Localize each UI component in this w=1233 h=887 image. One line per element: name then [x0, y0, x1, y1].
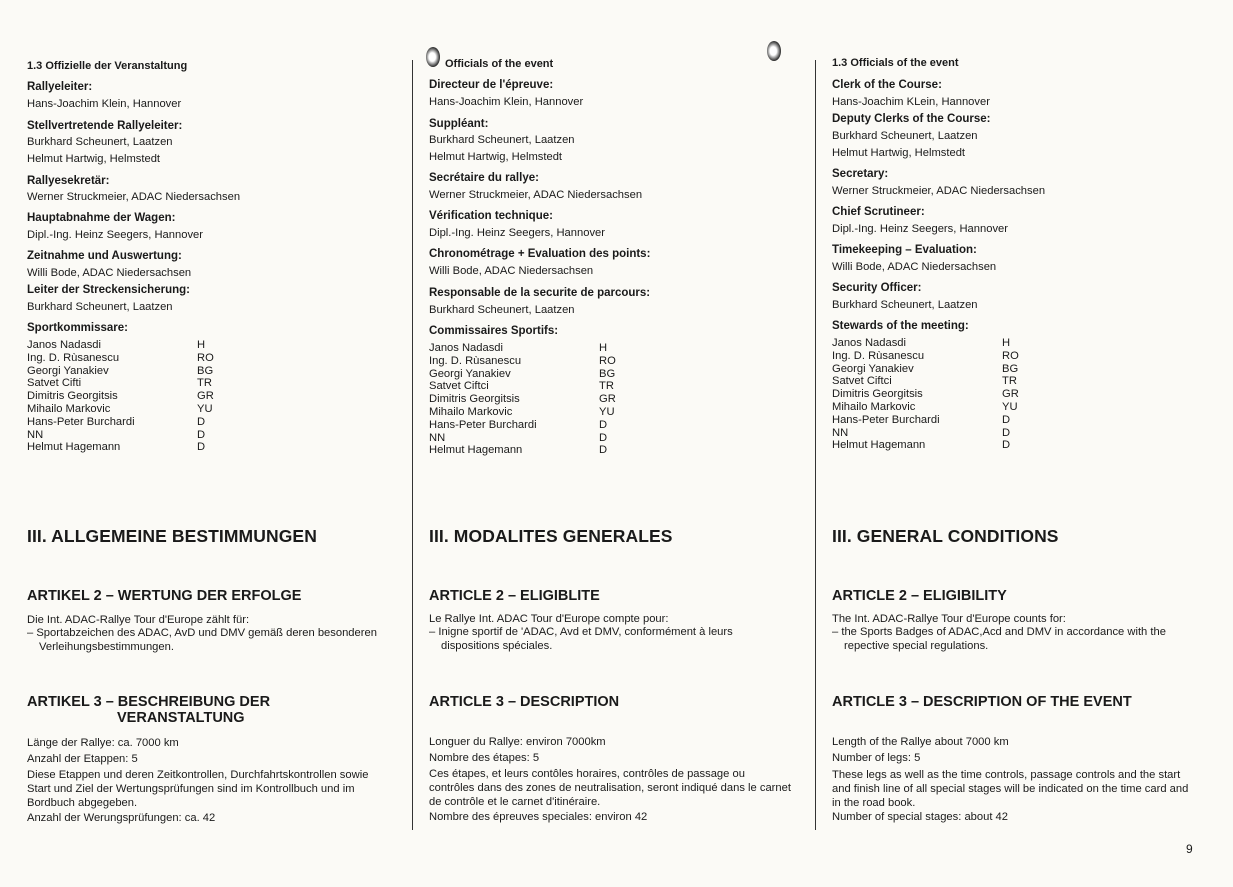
steward-name: NN [27, 428, 44, 441]
main-heading: III. MODALITES GENERALES [429, 526, 673, 546]
zeit-value: Willi Bode, ADAC Niedersachsen [27, 267, 192, 279]
steward-country: TR [197, 377, 212, 390]
article-2-bullet [27, 626, 387, 654]
steward-name: Dimitris Georgitsis [27, 390, 118, 403]
rallyeleiter-value: Hans-Joachim Klein, Hannover [27, 98, 182, 110]
steward-name: Dimitris Georgitsis [832, 388, 923, 401]
punch-hole-left [426, 47, 440, 67]
strecke-label: Leiter der Streckensicherung: [27, 284, 190, 296]
list-item [27, 339, 227, 352]
sport-label: Sportkommissare: [27, 322, 128, 334]
steward-country: YU [599, 405, 615, 418]
list-item [27, 403, 227, 416]
steward-name: Mihailo Markovic [27, 402, 111, 415]
list-item [832, 350, 1032, 363]
steward-country: H [599, 342, 608, 354]
steward-country: RO [599, 354, 616, 367]
stewards-list [429, 342, 629, 457]
abnahme-label: Hauptabnahme der Wagen: [27, 212, 176, 224]
length-text: Länge der Rallye: ca. 7000 km [27, 737, 179, 749]
column-divider-left [412, 60, 413, 830]
directeur-value: Hans-Joachim Klein, Hannover [429, 96, 584, 108]
legs-text: Nombre des étapes: 5 [429, 752, 540, 764]
comm-label: Commissaires Sportifs: [429, 325, 559, 337]
steward-country: D [197, 415, 206, 428]
stages-text: Nombre des épreuves speciales: environ 42 [429, 811, 648, 823]
column-divider-right [815, 60, 816, 830]
steward-country: BG [599, 367, 616, 380]
steward-name: Ing. D. Rùsanescu [27, 351, 120, 364]
secu-value: Burkhard Scheunert, Laatzen [429, 304, 575, 316]
list-item [429, 444, 629, 457]
description-text: Ces étapes, et leurs contôles horaires, contrôles de passage ou contrôles dans des zones de neutralisation, seront indiqué dans le carnet de contrôle et le carnet d'itinéraire. [429, 768, 791, 808]
length-text: Length of the Rallye about 7000 km [832, 736, 1009, 748]
section-title: Officials of the event [445, 58, 554, 70]
list-item [27, 352, 227, 365]
stellv-value-1: Burkhard Scheunert, Laatzen [27, 136, 173, 148]
stellv-value-2: Helmut Hartwig, Helmstedt [27, 153, 161, 165]
article-3-heading: ARTICLE 3 – DESCRIPTION OF THE EVENT [832, 694, 1132, 710]
steward-country: TR [1002, 375, 1017, 388]
steward-name: Satvet Ciftci [832, 375, 892, 388]
steward-name: Satvet Cifti [27, 377, 82, 390]
steward-country: D [599, 444, 608, 457]
list-item [429, 432, 629, 445]
article-2-text: The Int. ADAC-Rallye Tour d'Europe counts for: [832, 613, 1066, 625]
list-item [832, 337, 1032, 350]
steward-name: Hans-Peter Burchardi [27, 415, 135, 428]
steward-name: Helmut Hagemann [27, 441, 121, 454]
steward-name: Mihailo Markovic [832, 400, 916, 413]
article-3-heading-line2: VERANSTALTUNG [117, 710, 245, 726]
suppleant-value-1: Burkhard Scheunert, Laatzen [429, 134, 575, 146]
list-item [832, 427, 1032, 440]
list-item [429, 342, 629, 355]
description-text: Diese Etappen und deren Zeitkontrollen, Durchfahrtskontrollen sowie Start und Ziel der Wertungsprüfungen sind im Kontrollbuch und im Bordbuch abgegeben. [27, 769, 369, 809]
steward-name: Janos Nadasdi [27, 339, 102, 351]
list-item [832, 375, 1032, 388]
list-item [429, 406, 629, 419]
section-title: 1.3 Officials of the event [832, 57, 959, 69]
steward-country: D [1002, 426, 1011, 439]
timing-value: Willi Bode, ADAC Niedersachsen [832, 261, 997, 273]
scrutineer-value: Dipl.-Ing. Heinz Seegers, Hannover [832, 223, 1008, 235]
steward-name: Janos Nadasdi [832, 337, 907, 349]
steward-name: Helmut Hagemann [429, 444, 523, 457]
article-2-bullet-text: – the Sports Badges of ADAC,Acd and DMV in accordance with the repective special regulations. [832, 626, 1166, 652]
article-2-bullet [429, 625, 789, 653]
steward-country: YU [197, 402, 213, 415]
verif-value: Dipl.-Ing. Heinz Seegers, Hannover [429, 227, 605, 239]
clerk-label: Clerk of the Course: [832, 79, 942, 91]
article-3-heading: ARTICLE 3 – DESCRIPTION [429, 694, 620, 710]
steward-country: H [1002, 337, 1011, 349]
steward-name: Georgi Yanakiev [832, 362, 914, 375]
article-2-heading: ARTICLE 2 – ELIGIBLITE [429, 588, 600, 604]
suppleant-label: Suppléant: [429, 118, 489, 130]
list-item [27, 441, 227, 454]
verif-label: Vérification technique: [429, 210, 553, 222]
article-2-heading: ARTICLE 2 – ELIGIBILITY [832, 588, 1007, 604]
legs-text: Anzahl der Etappen: 5 [27, 753, 138, 765]
steward-country: D [599, 431, 608, 444]
secretaire-label: Secrétaire du rallye: [429, 172, 539, 184]
steward-name: Ing. D. Rùsanescu [429, 354, 522, 367]
article-2-bullet [832, 625, 1197, 653]
steward-name: Dimitris Georgitsis [429, 393, 520, 406]
steward-name: NN [832, 426, 849, 439]
steward-name: Georgi Yanakiev [27, 364, 109, 377]
stellv-label: Stellvertretende Rallyeleiter: [27, 120, 183, 132]
list-item [832, 401, 1032, 414]
steward-country: TR [599, 380, 614, 393]
list-item [27, 416, 227, 429]
secretaire-value: Werner Struckmeier, ADAC Niedersachsen [429, 189, 643, 201]
list-item [27, 365, 227, 378]
zeit-label: Zeitnahme und Auswertung: [27, 250, 182, 262]
sekretaer-value: Werner Struckmeier, ADAC Niedersachsen [27, 191, 241, 203]
steward-country: GR [1002, 388, 1019, 401]
list-item [429, 355, 629, 368]
article-2-bullet-text: – Sportabzeichen des ADAC, AvD und DMV gemäß deren besonderen Verleihungsbestimmungen. [27, 627, 377, 653]
list-item [832, 414, 1032, 427]
steward-country: GR [599, 393, 616, 406]
list-item [27, 377, 227, 390]
stewards-label: Stewards of the meeting: [832, 320, 969, 332]
list-item [27, 429, 227, 442]
article-3-heading-line1: ARTIKEL 3 – BESCHREIBUNG DER [27, 694, 271, 710]
punch-hole-right [767, 41, 781, 61]
description-text: These legs as well as the time controls, passage controls and the start and finish line of all special stages will be indicated on the time card and in the road book. [832, 769, 1189, 809]
steward-country: RO [197, 351, 214, 364]
steward-country: D [197, 441, 206, 454]
security-value: Burkhard Scheunert, Laatzen [832, 299, 978, 311]
scrutineer-label: Chief Scrutineer: [832, 206, 925, 218]
article-2-bullet-text: – Inigne sportif de 'ADAC, Avd et DMV, conformément à leurs dispositions spéciales. [429, 626, 733, 652]
length-text: Longuer du Rallye: environ 7000km [429, 736, 606, 748]
list-item [27, 390, 227, 403]
suppleant-value-2: Helmut Hartwig, Helmstedt [429, 151, 563, 163]
deputy-label: Deputy Clerks of the Course: [832, 113, 991, 125]
list-item [429, 380, 629, 393]
article-2-text: Le Rallye Int. ADAC Tour d'Europe compte pour: [429, 613, 669, 625]
steward-country: D [197, 428, 206, 441]
stages-text: Number of special stages: about 42 [832, 811, 1008, 823]
list-item [429, 393, 629, 406]
steward-country: YU [1002, 400, 1018, 413]
steward-name: Helmut Hagemann [832, 439, 926, 452]
stewards-list [832, 337, 1032, 452]
steward-country: RO [1002, 349, 1019, 362]
steward-name: Ing. D. Rùsanescu [832, 349, 925, 362]
section-title: 1.3 Offizielle der Veranstaltung [27, 60, 188, 72]
chrono-value: Willi Bode, ADAC Niedersachsen [429, 265, 594, 277]
list-item [832, 363, 1032, 376]
list-item [429, 368, 629, 381]
deputy-value-1: Burkhard Scheunert, Laatzen [832, 130, 978, 142]
article-2-heading: ARTIKEL 2 – WERTUNG DER ERFOLGE [27, 588, 302, 604]
steward-country: D [1002, 439, 1011, 452]
sekretaer-label: Rallyesekretär: [27, 175, 110, 187]
main-heading: III. GENERAL CONDITIONS [832, 526, 1059, 546]
main-heading: III. ALLGEMEINE BESTIMMUNGEN [27, 526, 317, 546]
timing-label: Timekeeping – Evaluation: [832, 244, 977, 256]
secretary-value: Werner Struckmeier, ADAC Niedersachsen [832, 185, 1046, 197]
steward-name: Mihailo Markovic [429, 405, 513, 418]
deputy-value-2: Helmut Hartwig, Helmstedt [832, 147, 966, 159]
clerk-value: Hans-Joachim KLein, Hannover [832, 96, 990, 108]
abnahme-value: Dipl.-Ing. Heinz Seegers, Hannover [27, 229, 203, 241]
steward-country: H [197, 339, 206, 351]
article-2-text: Die Int. ADAC-Rallye Tour d'Europe zählt für: [27, 614, 250, 626]
list-item [832, 388, 1032, 401]
chrono-label: Chronométrage + Evaluation des points: [429, 248, 651, 260]
secretary-label: Secretary: [832, 168, 889, 180]
steward-country: BG [1002, 362, 1019, 375]
steward-name: NN [429, 431, 446, 444]
steward-name: Hans-Peter Burchardi [832, 413, 940, 426]
secu-label: Responsable de la securite de parcours: [429, 287, 651, 299]
steward-name: Janos Nadasdi [429, 342, 504, 354]
steward-name: Satvet Ciftci [429, 380, 489, 393]
list-item [429, 419, 629, 432]
stewards-list [27, 339, 227, 454]
steward-name: Georgi Yanakiev [429, 367, 511, 380]
strecke-value: Burkhard Scheunert, Laatzen [27, 301, 173, 313]
steward-country: BG [197, 364, 214, 377]
list-item [832, 439, 1032, 452]
rallyeleiter-label: Rallyeleiter: [27, 81, 93, 93]
legs-text: Number of legs: 5 [832, 752, 921, 764]
steward-country: D [599, 418, 608, 431]
steward-country: D [1002, 413, 1011, 426]
page-number: 9 [1186, 842, 1193, 856]
steward-country: GR [197, 390, 214, 403]
directeur-label: Directeur de l'épreuve: [429, 79, 554, 91]
stages-text: Anzahl der Werungsprüfungen: ca. 42 [27, 812, 216, 824]
steward-name: Hans-Peter Burchardi [429, 418, 537, 431]
security-label: Security Officer: [832, 282, 922, 294]
